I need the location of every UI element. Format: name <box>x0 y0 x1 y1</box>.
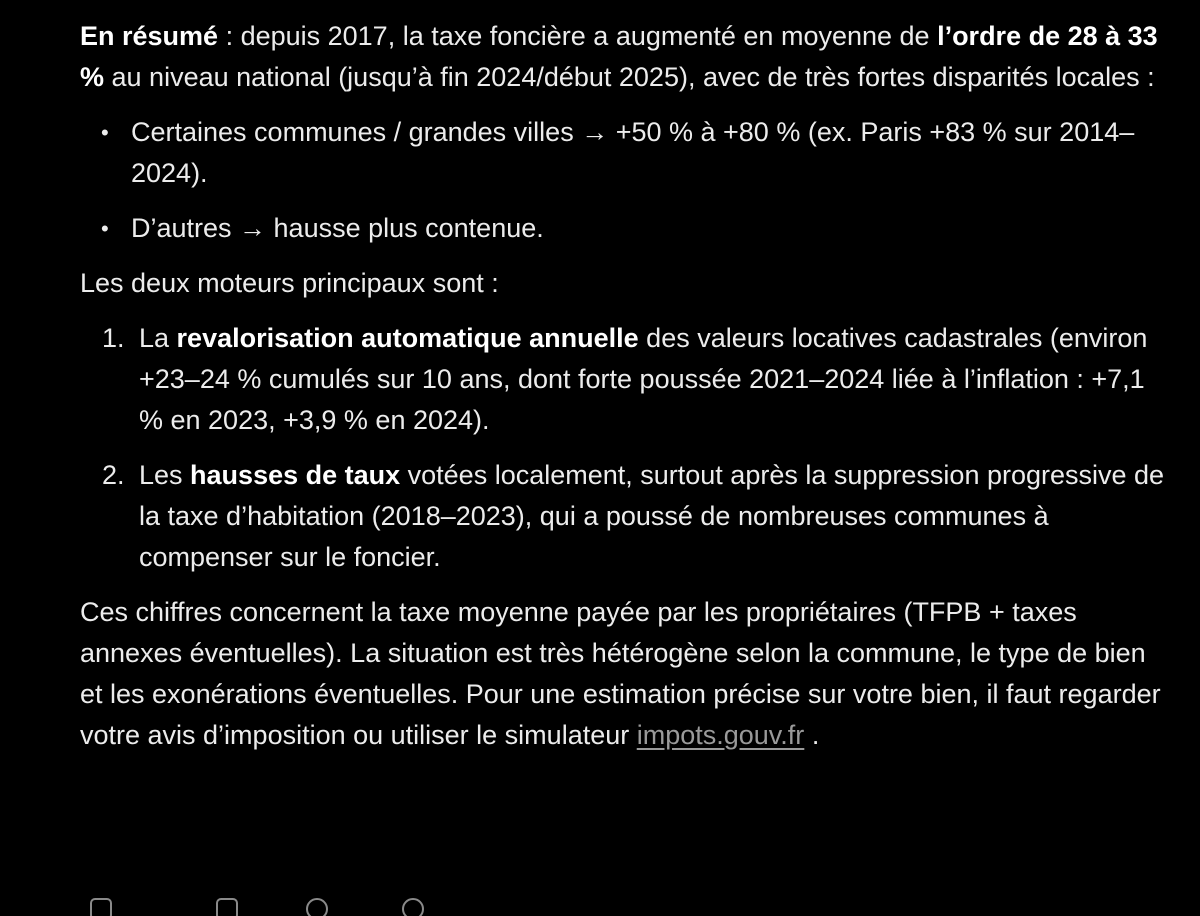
conclusion-text: Ces chiffres concernent la taxe moyenne payée par les propriétaires (TFPB + taxes annexes éventuelles). La situation est très hétérogène selon la commune, le type de bien et les exonérations éventuelles. Pour une estimation précise sur votre bien, il faut regarder votre avis d’imposition ou utiliser le simulateur <box>80 597 1161 750</box>
summary-text-1: : depuis 2017, la taxe foncière a augmenté en moyenne de <box>218 21 938 51</box>
bullet-item-autres <box>80 208 1170 249</box>
bullet-text: D’autres → hausse plus contenue. <box>131 213 544 243</box>
moteur-post: votées localement, surtout après la suppression progressive de la taxe d’habitation (2018–2023), qui a poussé de nombreuses communes à compenser sur le foncier. <box>139 460 1165 572</box>
bullet-item-grandes-villes <box>80 112 1170 194</box>
moteur-pre: Les <box>139 460 191 490</box>
list-number: 2. <box>102 460 125 490</box>
share-icon[interactable] <box>216 898 238 916</box>
bullet-marker: • <box>101 120 109 145</box>
moteur-bold: hausses de taux <box>190 460 401 490</box>
bullet-marker: • <box>101 216 109 241</box>
bullet-text: Certaines communes / grandes villes → +50 % à +80 % (ex. Paris +83 % sur 2014–2024). <box>131 117 1135 188</box>
moteur-post: des valeurs locatives cadastrales (environ +23–24 % cumulés sur 10 ans, dont forte poussée 2021–2024 liée à l’inflation : +7,1 % en 2023, +3,9 % en 2024). <box>139 323 1148 435</box>
moteur-item-revalorisation <box>80 318 1170 441</box>
conclusion-paragraph <box>80 592 1170 756</box>
bullet-list <box>80 112 1170 249</box>
moteurs-list <box>80 318 1170 578</box>
like-icon[interactable] <box>306 898 328 916</box>
moteur-pre: La <box>139 323 177 353</box>
conclusion-end: . <box>804 720 820 750</box>
moteur-item-taux <box>80 455 1170 578</box>
summary-paragraph <box>80 16 1170 98</box>
summary-bold-range: l’ordre de 28 à 33 % <box>80 21 1158 92</box>
impots-link[interactable]: impots.gouv.fr <box>636 720 805 750</box>
list-number: 1. <box>102 323 125 353</box>
moteurs-intro: Les deux moteurs principaux sont : <box>80 268 499 298</box>
summary-text-2: au niveau national (jusqu’à fin 2024/début 2025), avec de très fortes disparités locales : <box>104 62 1155 92</box>
summary-label: En résumé <box>80 21 219 51</box>
message-action-bar <box>90 892 590 916</box>
moteur-bold: revalorisation automatique annuelle <box>176 323 639 353</box>
copy-icon[interactable] <box>90 898 112 916</box>
response-content <box>80 16 1170 756</box>
regenerate-icon[interactable] <box>402 898 424 916</box>
